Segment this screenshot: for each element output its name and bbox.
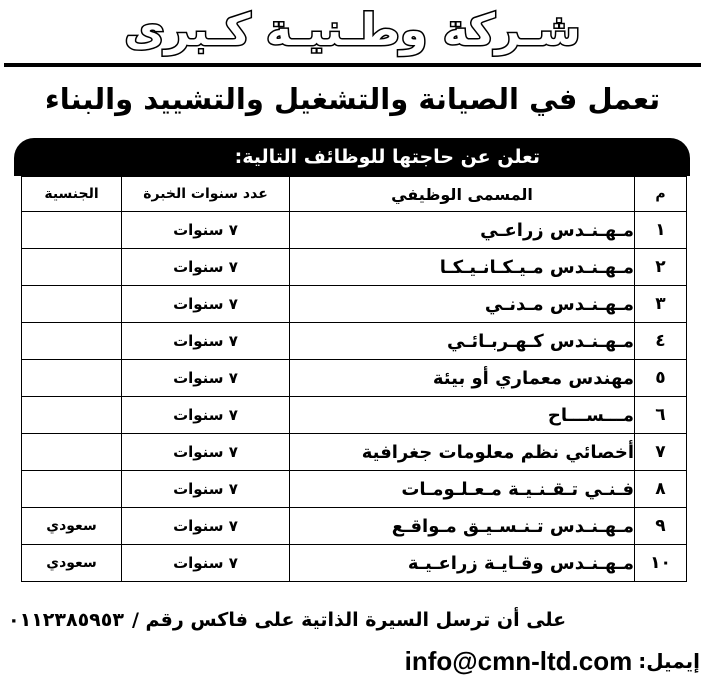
table-row (22, 508, 687, 545)
years-of-experience: ٧ سنوات (122, 508, 290, 545)
headline-divider (4, 63, 701, 67)
email-address[interactable]: info@cmn-ltd.com (404, 645, 633, 676)
fax-instructions-text: على أن ترسل السيرة الذاتية على فاكس رقم / (131, 608, 567, 631)
table-row (22, 323, 687, 360)
nationality (22, 249, 122, 286)
company-subtitle: تعمل في الصيانة والتشغيل والتشييد والبناء (44, 82, 661, 116)
years-of-experience: ٧ سنوات (122, 434, 290, 471)
row-number: ٧ (635, 434, 687, 471)
years-of-experience: ٧ سنوات (122, 360, 290, 397)
fax-instructions (8, 602, 698, 637)
years-of-experience: ٧ سنوات (122, 545, 290, 582)
row-number: ٤ (635, 323, 687, 360)
nationality (22, 212, 122, 249)
job-title: مـهـنـدس تـنـسـيـق مـواقـع (290, 508, 635, 545)
nationality (22, 434, 122, 471)
row-number: ٦ (635, 397, 687, 434)
job-title: مهندس معماري أو بيئة (290, 360, 635, 397)
table-row (22, 545, 687, 582)
column-header-job-title: المسمى الوظيفي (290, 177, 635, 212)
years-of-experience: ٧ سنوات (122, 323, 290, 360)
job-title: مـهـنـدس مـيـكـانـيـكـا (290, 249, 635, 286)
row-number: ٣ (635, 286, 687, 323)
job-title: مـهـنـدس زراعـي (290, 212, 635, 249)
nationality: سعودي (22, 545, 122, 582)
years-of-experience: ٧ سنوات (122, 397, 290, 434)
nationality (22, 323, 122, 360)
nationality (22, 360, 122, 397)
table-row (22, 286, 687, 323)
table-row (22, 249, 687, 286)
email-label: إيميل: (638, 649, 700, 673)
table-row (22, 397, 687, 434)
years-of-experience: ٧ سنوات (122, 286, 290, 323)
email-contact (170, 642, 700, 680)
years-of-experience: ٧ سنوات (122, 249, 290, 286)
nationality: سعودي (22, 508, 122, 545)
column-header-experience: عدد سنوات الخبرة (122, 177, 290, 212)
years-of-experience: ٧ سنوات (122, 212, 290, 249)
nationality (22, 286, 122, 323)
row-number: ٢ (635, 249, 687, 286)
job-title: مـهـنـدس مـدنـي (290, 286, 635, 323)
years-of-experience: ٧ سنوات (122, 471, 290, 508)
nationality (22, 397, 122, 434)
vacancies-banner-text: تعلن عن حاجتها للوظائف التالية: (234, 146, 540, 168)
row-number: ٥ (635, 360, 687, 397)
column-header-number: م (635, 177, 687, 212)
column-header-nationality: الجنسية (22, 177, 122, 212)
job-title: مـهـنـدس كـهـربـائـي (290, 323, 635, 360)
job-title: فـنـي تـقـنـيـة مـعـلـومـات (290, 471, 635, 508)
nationality (22, 471, 122, 508)
row-number: ١ (635, 212, 687, 249)
jobs-table (21, 176, 687, 582)
jobs-table-header (22, 177, 687, 212)
table-row (22, 360, 687, 397)
table-row (22, 434, 687, 471)
job-title: أخصائي نظم معلومات جغرافية (290, 434, 635, 471)
table-row (22, 212, 687, 249)
company-headline: شـركة وطـنيـة كـبرى (124, 4, 581, 56)
row-number: ١٠ (635, 545, 687, 582)
job-title: مـــســـاح (290, 397, 635, 434)
table-row (22, 471, 687, 508)
jobs-table-body (22, 212, 687, 582)
vacancies-banner (14, 138, 690, 176)
job-title: مـهـنـدس وقـايـة زراعـيـة (290, 545, 635, 582)
fax-number: ٠١١٢٣٨٥٩٥٣ (8, 608, 124, 631)
row-number: ٨ (635, 471, 687, 508)
row-number: ٩ (635, 508, 687, 545)
